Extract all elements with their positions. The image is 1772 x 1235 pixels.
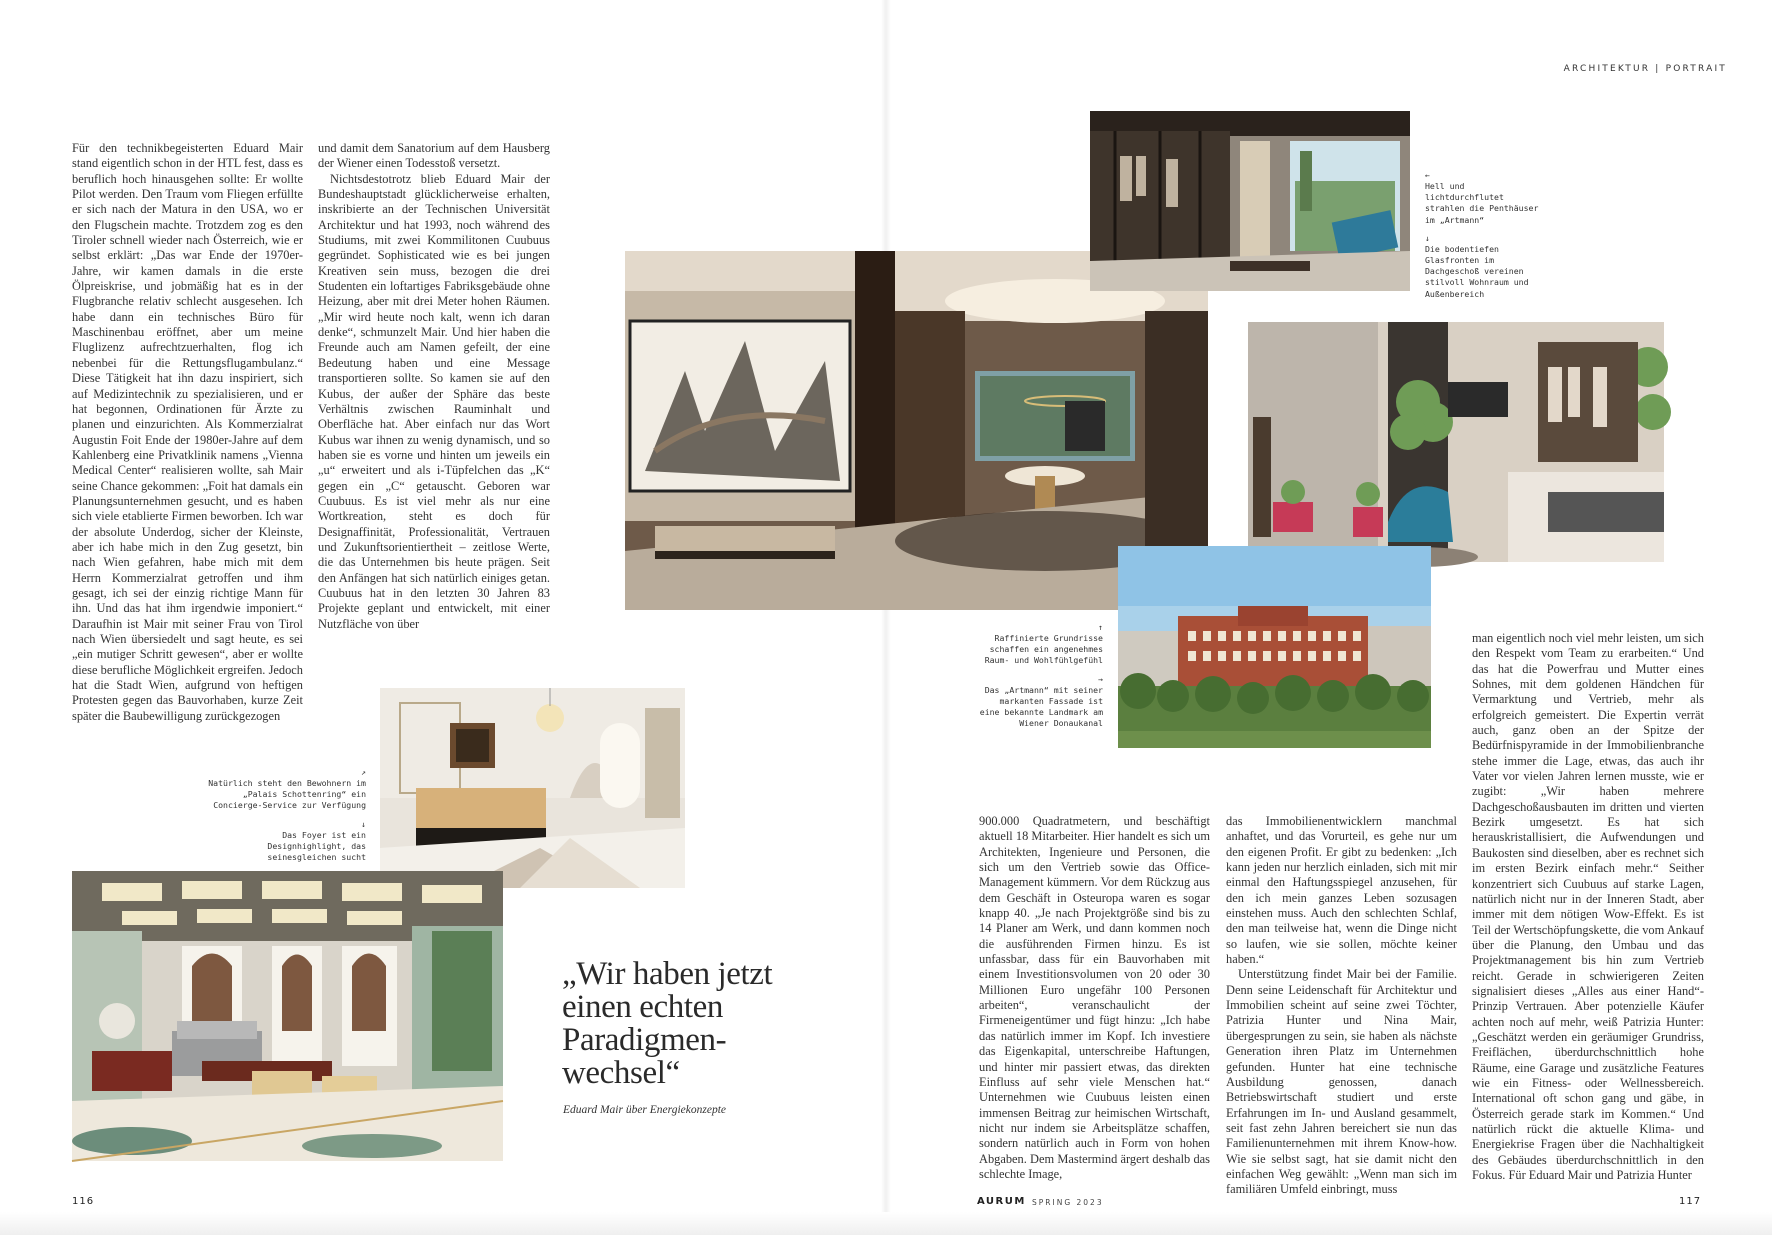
left-page-number: 116 — [72, 1196, 95, 1207]
palais-lobby-photo — [72, 871, 503, 1161]
pull-quote-source: Eduard Mair über Energiekonzepte — [563, 1104, 726, 1116]
paragraph: man eigentlich noch viel mehr leisten, um sich den Respekt vom Team zu erarbeiten.“ Und das hat die Powerfrau und Mutter eines Sohnes, mit dem goldenen Händchen für Vermarktung und Vertrieb, mehr als erfolgreich gemeistert. Die Expertin verrät auch, ganz oben an der Spitze der Bedürfnispyramide in der Immobilienbranche stehe immer die Lage, etwas, das auch ihr Vater vor vielen Jahren lernen musste, wie er zugibt: „Wir haben mehrere Dachgeschoßausbauten im dritten und vierten Bezirk umgesetzt. Es hat sich herauskristallisiert, die Aufwendungen und Baukosten sind dieselben, aber es rechnet sich im ersten Bezirk einfach mehr.“ Seither konzentriert sich Cuubuus auf starke Lagen, natürlich nicht nur in der Inneren Stadt, aber immer mit dem nötigen Wow-Effekt. Es ist Teil der Wertschöpfungskette, die vom Ankauf über die Planung, den Umbau und das Projektmanagement bis hin zum Vertrieb reicht. Gerade in schwierigeren Zeiten signalisiert dieses „Alles aus einer Hand“-Prinzip Vertrauen. Aber potenzielle Käufer achten noch auf mehr, weiß Patrizia Hunter: „Geschätzt werden ein geräumiger Grundriss, Freiflächen, überdurchschnittlich hohe Räume, eine Garage und zusätzliche Features wie ein Fitness- oder Wellnessbereich. International oft schon gang und gäbe, in Österreich gerade stark im Kommen.“ Und natürlich rückt die aktuelle Klima- und Energiekrise Fragen über die Nachhaltigkeit des Gebäudes überdurchschnittlich in den Fokus. Für Eduard Mair und Patrizia Hunter — [1472, 631, 1704, 1183]
penthouse-caption — [1425, 171, 1545, 300]
page-bottom-shadow — [0, 1212, 1772, 1235]
paragraph: das Immobilienentwicklern manchmal anhaftet, und das Vorurteil, es gehe nur um den eigenen Profit. Er gibt zu bedenken: „Ich kann jeden nur herzlich einladen, sich mit mir einmal den Haftungsspiegel anzusehen, für den ich mein ganzes Leben sozusagen einstehen muss. Auch den schlechten Schlaf, den man teilweise hat, wenn die Dinge nicht so laufen, wie sie sollen, möchte keiner haben.“ — [1226, 814, 1457, 967]
pull-quote: „Wir haben jetzt einen echten Paradigmen-wechsel“ — [562, 956, 773, 1091]
artmann-caption — [975, 623, 1103, 729]
caption-text: Raffinierte Grundrisse schaffen ein angenehmes Raum- und Wohlfühlgefühl — [984, 633, 1103, 666]
arrow-down-icon: ↓ — [361, 819, 366, 829]
paragraph: Unterstützung findet Mair bei der Familie. Denn seine Leidenschaft für Architektur und Immobilien scheint auf seine zwei Töchter, Patrizia Hunter und Nina Mair, übergesprungen zu sein, sie haben als nächste Generation ihren Platz im Unternehmen gefunden. Hunter hat eine technische Ausbildung genossen, danach Betriebswirtschaft studiert und erste Erfahrungen im In- und Ausland gesammelt, seit fast zehn Jahren bereichert sie nun das Familienunternehmen mit ihrem Know-how. Wie sie selbst sagt, hat sie damit nicht den einfachen Weg gewählt: „Wenn man sich im familiären Umfeld einbringt, muss — [1226, 967, 1457, 1197]
article-column-1 — [72, 141, 303, 723]
arrow-up-icon: ↑ — [1098, 623, 1103, 632]
paragraph: und damit dem Sanatorium auf dem Hausberg der Wiener einen Todesstoß versetzt. — [318, 141, 550, 171]
penthouse-wardrobe-photo — [1090, 111, 1410, 291]
section-label: ARCHITEKTUR | PORTRAIT — [1563, 64, 1727, 74]
article-column-4 — [1226, 814, 1457, 1197]
magazine-name: AURUM — [977, 1196, 1026, 1207]
artmann-facade-photo — [1118, 546, 1431, 748]
paragraph: Nichtsdestotrotz blieb Eduard Mair der Bundeshauptstadt glücklicherweise erhalten, inskribierte an der Technischen Universität Architektur und hat 1993, noch während des Studiums, mit zwei Kommilitonen Cuubuus gegründet. Sophisticated wie es bei jungen Kreativen sein muss, bezogen die drei Studenten ein loftartiges Fabriksgebäude ohne Heizung, aber mit drei Meter hohen Räumen. „Mir wird heute noch kalt, wenn ich daran denke“, schmunzelt Mair. Und hier haben die Freunde auch am Namen gefeilt, der eine Bedeutung haben und eine Message transportieren sollte. So kamen sie auf den Kubus, der außer der Sphäre das beste Verhältnis zwischen Rauminhalt und Oberfläche hat. Aber einfach nur das Wort Kubus war ihnen zu wenig dynamisch, und so haben sie es vorne und hinten um jeweils ein „u“ erweitert und als i-Tüpfelchen das „K“ gegen ein „C“ getauscht. Geboren war Cuubuus. Es ist viel mehr als nur eine Wortkreation, steht es doch für Designaffinität, Professionalität, Vertrauen und Zukunftsorientiertheit – zeitlose Werte, die das Unternehmen bis heute prägen. Seit den Anfängen hat sich natürlich einiges getan. Cuubuus hat in den letzten 30 Jahren 83 Projekte geplant und entwickelt, mit einer Nutzfläche von über — [318, 171, 550, 631]
foyer-concierge-photo — [380, 688, 685, 888]
penthouse-bedroom-photo — [1248, 322, 1664, 562]
right-page-number: 117 — [1679, 1196, 1702, 1207]
caption-text: Die bodentiefen Glasfronten im Dachgeschoß vereinen stilvoll Wohnraum und Außenbereich — [1425, 243, 1529, 299]
arrow-left-icon: ← — [1425, 171, 1430, 180]
article-column-3 — [979, 814, 1210, 1181]
foyer-caption — [200, 768, 366, 863]
arrow-right-icon: → — [1098, 674, 1103, 684]
arrow-down-icon: ↓ — [1425, 233, 1430, 243]
arrow-up-right-icon: ↗ — [361, 768, 366, 777]
paragraph: Für den technikbegeisterten Eduard Mair stand eigentlich schon in der HTL fest, dass es beruflich hoch hinausgehen sollte: Er wollte Pilot werden. Den Traum vom Fliegen erfüllte er sich nach der Matura in den USA, wo er den Flugschein machte. Trotzdem zog es den Tiroler schnell wieder nach Österreich, wie er selbst erklärt: „Das war Ende der 1970er-Jahre, wir kamen damals in die erste Ölpreiskrise, und jobmäßig hat es in der Flugbranche relativ schlecht ausgesehen. Ich habe dann ein technisches Büro für Maschinenbau eröffnet, aber um meine Fluglizenz aufrechtzuerhalten, flog ich nebenbei für die Rettungsflugambulanz.“ Diese Tätigkeit hat ihn dazu inspiriert, sich auf Medizintechnik zu spezialisieren, und er hat begonnen, Ordinationen für Ärzte zu planen und einzurichten. Als Kommerzialrat Augustin Foit Ende der 1980er-Jahre auf dem Kahlenberg eine Privatklinik namens „Vienna Medical Center“ realisieren wollte, sah Mair seine Chance gekommen: „Foit hat damals ein Planungsunternehmen gesucht, und es haben sich viele etablierte Firmen beworben. Ich war der absolute Underdog, sicher der Kleinste, aber ich habe mich in den Zug gesetzt, bin nach Wien gefahren, habe mich mit dem Herrn Kommerzialrat getroffen und ihm gesagt, ich sei der einzig richtige Mann für ihn. Und das hat ihm irgendwie imponiert.“ Daraufhin ist Mair mit seiner Frau von Tirol nach Wien übersiedelt und sagt heute, es sei „ein mutiger Schritt gewesen“, aber er wollte diese berufliche Möglichkeit ergreifen. Jedoch hat die Stadt Wien, aufgrund von heftigen Protesten gegen das Bauvorhaben, kurze Zeit später die Baubewilligung zurückgezogen — [72, 141, 303, 723]
article-column-2 — [318, 141, 550, 631]
paragraph: 900.000 Quadratmetern, und beschäftigt aktuell 18 Mitarbeiter. Hier handelt es sich um Architekten, Ingenieure und Personen, die sich um den Vertrieb sowie das Office-Management kümmern. Vor dem Rückzug aus dem Geschäft in Osteuropa waren es sogar knapp 40. „Je nach Projektgröße sind bis zu 14 Planer am Werk, und dann kommen noch die ausführenden Firmen hinzu. Es ist unfassbar, dass für ein Bauvorhaben mit einem Investitionsvolumen von 20 oder 30 Millionen Euro ungefähr 100 Personen arbeiten“, veranschaulicht der Firmeneigentümer und fügt hinzu: „Ich habe das natürlich immer im Kopf. Ich investiere das Eigenkapital, unterschreibe Haftungen, und hinter mir passiert etwas, das direkten Einfluss auf sehr viele Menschen hat.“ Unternehmen wie Cuubuus leisten einen immensen Beitrag zur heimischen Wirtschaft, nicht nur indem sie Arbeitsplätze schaffen, sondern natürlich auch in Form von hohen Abgaben. Dem Mastermind ärgert deshalb das schlechte Image, — [979, 814, 1210, 1181]
spine-gutter — [881, 0, 891, 1235]
issue-label: SPRING 2023 — [1032, 1198, 1104, 1207]
caption-text: Hell und lichtdurchflutet strahlen die Penthäuser im „Artmann“ — [1425, 181, 1539, 225]
caption-text: Das „Artmann“ mit seiner markanten Fassade ist eine bekannte Landmark am Wiener Donaukanal — [979, 684, 1103, 729]
caption-text: Das Foyer ist ein Designhighlight, das seinesgleichen sucht — [267, 829, 366, 863]
article-column-5 — [1472, 631, 1704, 1183]
caption-text: Natürlich steht den Bewohnern im „Palais Schottenring“ ein Concierge-Service zur Verfügung — [208, 778, 366, 811]
